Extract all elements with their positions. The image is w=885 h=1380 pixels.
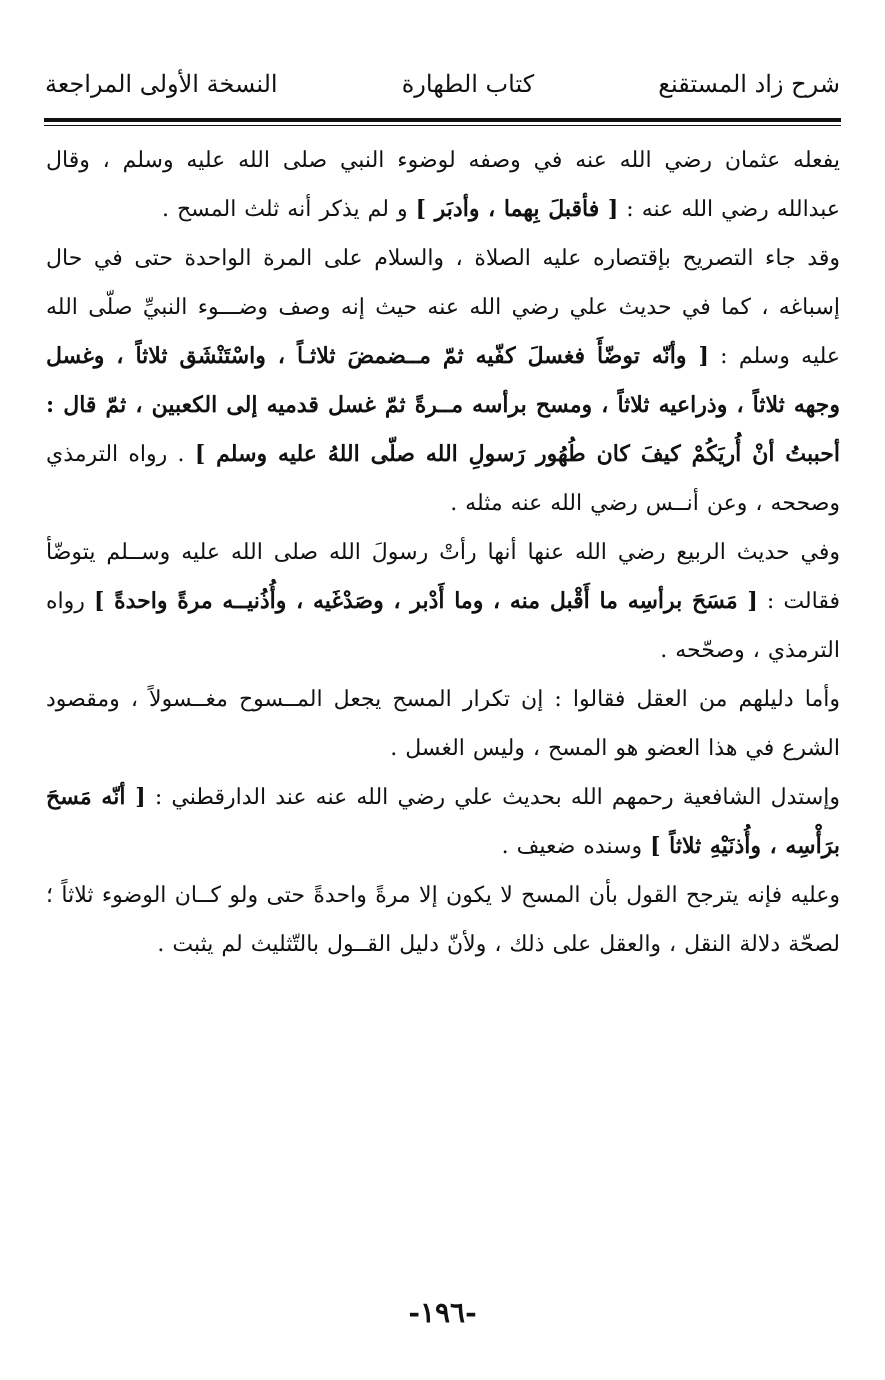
paragraph <box>46 871 840 969</box>
body-text: وعليه فإنه يترجح القول بأن المسح لا يكون إلا مرةً واحدةً حتى ولو كــان الوضوء ثلاثاً ؛ لصحّة دلالة النقل ، والعقل على ذلك ، ولأنّ دليل القــول بالتّثليث لم يثبت . <box>46 883 840 957</box>
quoted-hadith-text: [ أنّه مَسحَ برَأْسِه ، وأُذنَيْهِ ثلاثاً ] <box>46 784 840 859</box>
body-text: يفعله عثمان رضي الله عنه في وصفه لوضوء النبي صلى الله عليه وسلم ، وقال عبدالله رضي الله عنه : <box>46 148 840 222</box>
body-text: و لم يذكر أنه ثلث المسح . <box>161 197 416 222</box>
page-number: -١٩٦- <box>408 1296 477 1329</box>
header-edition-label: النسخة الأولى المراجعة <box>45 69 278 98</box>
quoted-hadith-text: [ وأنّه توضّأَ فغسلَ كفّيه ثمّ مــضمضَ ثلاثـاً ، واسْتَنْشَق ثلاثاً ، وغسل وجهه ثلاثاً ، وذراعيه ثلاثاً ، ومسح برأسه مــرةً ثمّ غسل قدميه إلى الكعبين ، ثمّ قال : أحببتُ أنْ أُريَكُمْ كيفَ كان طُهُور رَسولِ الله صلّى اللهُ عليه وسلم ] <box>46 343 840 467</box>
body-text: وسنده ضعيف . <box>501 834 651 859</box>
body-text: وإستدل الشافعية رحمهم الله بحديث علي رضي الله عنه عند الدارقطني : <box>145 785 841 810</box>
header-chapter-title: كتاب الطهارة <box>401 69 535 98</box>
body-text: وفي حديث الربيع رضي الله عنها أنها رأتْ رسولَ الله صلى الله عليه وســلم يتوضّأ فقالت : <box>46 540 840 614</box>
body-text: . رواه الترمذي وصححه ، وعن أنــس رضي الله عنه مثله . <box>46 442 840 516</box>
paragraph <box>46 773 840 871</box>
header-divider-thick <box>44 118 841 122</box>
body-text: رواه الترمذي ، وصحّحه . <box>46 589 840 663</box>
paragraph <box>46 675 840 773</box>
quoted-hadith-text: [ فأقبلَ بِهما ، وأدبَر ] <box>415 196 619 222</box>
quoted-hadith-text: [ مَسَحَ برأسِه ما أَقْبل منه ، وما أَدْبر ، وصَدْغَيه ، وأُذُنيــه مرةً واحدةً ] <box>93 588 758 614</box>
body-text: وقد جاء التصريح بإقتصاره عليه الصلاة ، والسلام على المرة الواحدة حتى في حال إسباغه ، كما في حديث علي رضي الله عنه حيث إنه وصف وضـــوء النبيِّ صلّى الله عليه وسلم : <box>46 246 841 369</box>
paragraph <box>46 234 840 528</box>
paragraph <box>46 136 840 234</box>
header-book-title: شرح زاد المستقنع <box>658 69 840 98</box>
page-body <box>46 136 840 969</box>
paragraph <box>46 528 840 675</box>
page-header <box>45 58 840 110</box>
header-divider-thin <box>44 125 841 126</box>
body-text: وأما دليلهم من العقل فقالوا : إن تكرار المسح يجعل المــسوح مغــسولاً ، ومقصود الشرع في هذا العضو هو المسح ، وليس الغسل . <box>46 687 840 761</box>
